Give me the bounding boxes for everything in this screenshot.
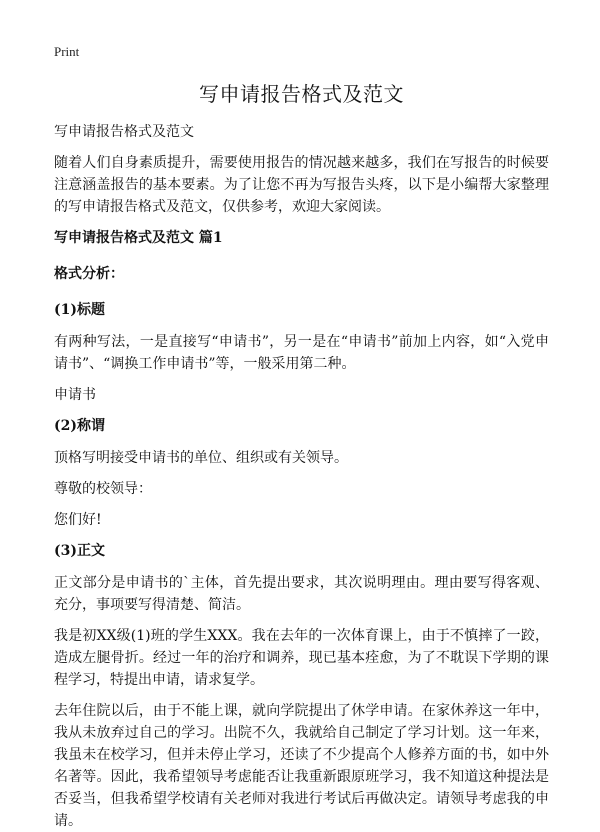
paragraph-salutation-example: 尊敬的校领导： <box>54 481 152 497</box>
paragraph-body-example-2: 去年住院以后，由于不能上课，就向学院提出了休学申请。在家休养这一年中，我从未放弃过自己的学习。出院不久，我就给自己制定了学习计划。这一年来，我虽未在校学习，但并未停止学习，还读了不少提高个人修养方面的书，如中外名著等。因此，我希望领导考虑能否让我重新跟原班学习，我不知道这种提法是否妥当，但我希望学校请有关老师对我进行考试后再做决定。请领导考虑我的申请。 <box>54 703 549 829</box>
section-heading-format-analysis: 格式分析： <box>54 266 124 282</box>
paragraph-body-example-1: 我是初XX级(1)班的学生XXX。我在去年的一次体育课上，由于不慎摔了一跤，造成左腿骨折。经过一年的治疗和调养，现已基本痊愈，为了不耽误下学期的课程学习，特提出申请，请求复学。 <box>54 628 549 688</box>
paragraph-body-description: 正文部分是申请书的`主体，首先提出要求，其次说明理由。理由要写得客观、充分，事项要写得清楚、简洁。 <box>54 575 549 613</box>
paragraph-title-example: 申请书 <box>54 387 96 403</box>
subheading-body: (3)正文 <box>54 543 105 559</box>
print-label: Print <box>54 44 80 59</box>
paragraph-greeting: 您们好! <box>54 512 102 528</box>
intro-title-line: 写申请报告格式及范文 <box>54 124 194 140</box>
intro-paragraph: 随着人们自身素质提升，需要使用报告的情况越来越多，我们在写报告的时候要注意涵盖报告的基本要素。为了让您不再为写报告头疼，以下是小编帮大家整理的写申请报告格式及范文，仅供参考，欢迎大家阅读。 <box>54 155 549 215</box>
subheading-title: (1)标题 <box>54 302 105 318</box>
subheading-salutation: (2)称谓 <box>54 418 105 434</box>
section-heading-article1: 写申请报告格式及范文 篇1 <box>54 230 223 246</box>
paragraph-salutation-description: 顶格写明接受申请书的单位、组织或有关领导。 <box>54 450 348 466</box>
document-title: 写申请报告格式及范文 <box>199 82 404 106</box>
paragraph-title-description: 有两种写法，一是直接写“申请书”，另一是在“申请书”前加上内容，如“入党申请书”、“调换工作申请书”等，一般采用第二种。 <box>54 334 549 372</box>
